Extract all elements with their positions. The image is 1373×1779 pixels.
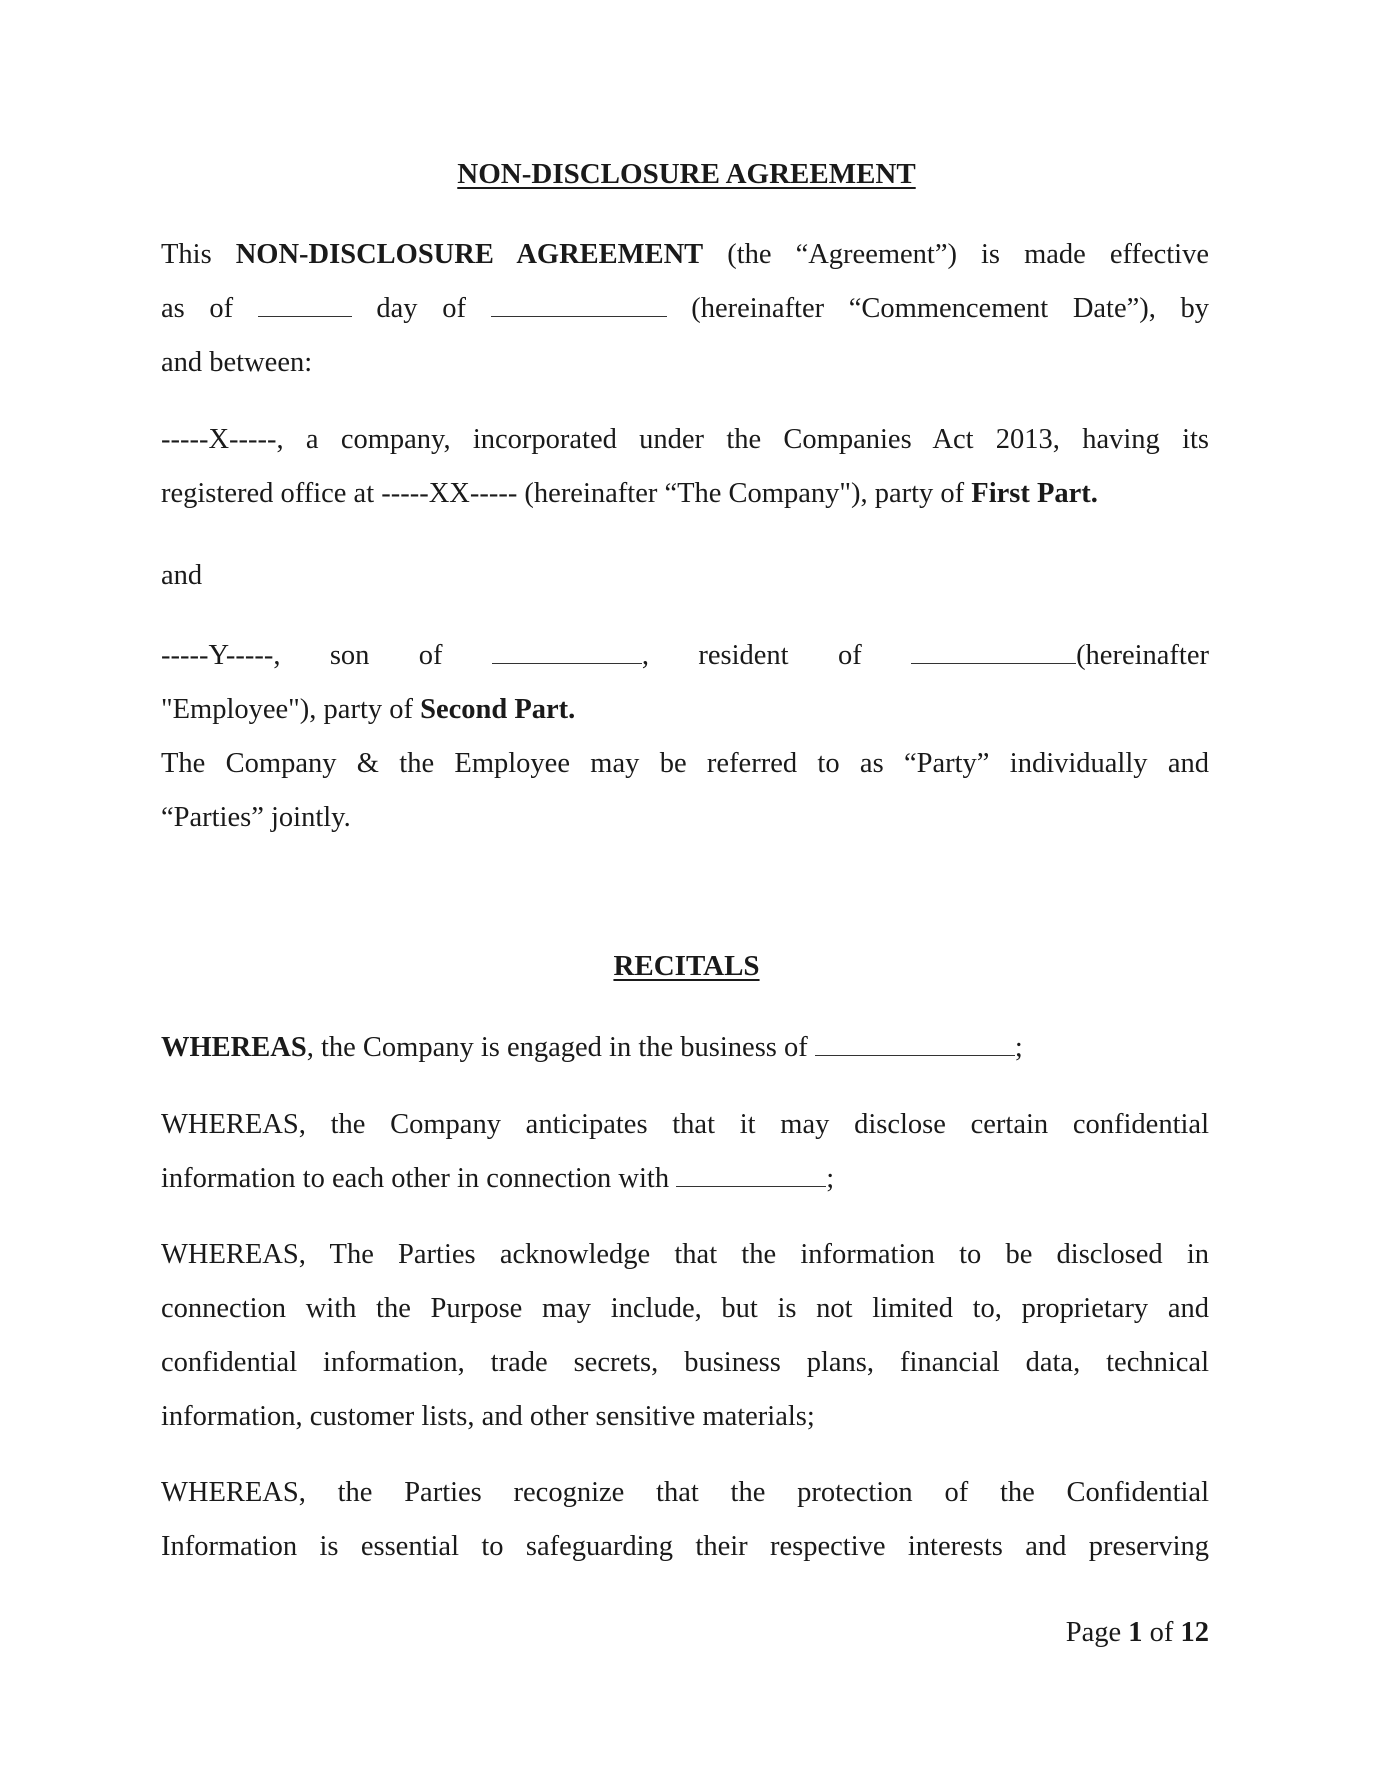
second-party-text: ,	[641, 640, 650, 671]
recital-text: , the Company is engaged in the business of	[306, 1032, 815, 1063]
second-part-label: Second Part.	[420, 694, 576, 725]
intro-bold-title: NON-DISCLOSURE AGREEMENT	[235, 239, 704, 270]
recital-text: ;	[1014, 1032, 1023, 1063]
recital-4-line-2: Information is essential to safeguarding their respective interests and preserving	[161, 1531, 1209, 1562]
second-party-paragraph	[161, 629, 1209, 845]
second-party-text: of	[837, 640, 862, 671]
month-blank-field[interactable]	[491, 294, 667, 317]
second-party-text: "Employee"), party of	[161, 694, 421, 725]
recital-4-line-1: WHEREAS, the Parties recognize that the protection of the Confidential	[161, 1477, 1209, 1508]
page-word: Page	[1065, 1617, 1129, 1648]
second-party-text: resident	[698, 640, 789, 671]
recital-1-line	[161, 1021, 1209, 1075]
recital-4	[161, 1466, 1209, 1574]
day-blank-field[interactable]	[258, 294, 352, 317]
document-title: NON-DISCLOSURE AGREEMENT	[457, 158, 916, 190]
intro-paragraph	[161, 228, 1209, 390]
intro-text: This	[161, 239, 236, 270]
purpose-blank-field[interactable]	[676, 1164, 826, 1187]
intro-text: day of	[376, 293, 466, 324]
residence-blank-field[interactable]	[911, 641, 1076, 664]
and-label: and	[161, 560, 203, 591]
recital-text: information to each other in connection with	[161, 1163, 677, 1194]
recital-2	[161, 1098, 1209, 1206]
recital-3-line-1: WHEREAS, The Parties acknowledge that the information to be disclosed in	[161, 1239, 1209, 1270]
second-party-text: -----Y-----,	[161, 640, 281, 671]
second-party-line-2	[161, 683, 1209, 737]
recital-3-line-2: connection with the Purpose may include, but is not limited to, proprietary and	[161, 1293, 1209, 1324]
intro-line-2	[161, 282, 1209, 336]
intro-text: (hereinafter “Commencement Date”), by	[691, 293, 1210, 324]
second-party-text: of	[418, 640, 443, 671]
recital-text: ;	[826, 1163, 835, 1194]
first-party-text: registered office at -----XX----- (hereinafter “The Company"), party of	[161, 478, 972, 509]
recital-1	[161, 1021, 1209, 1075]
recital-3-line-3: confidential information, trade secrets, business plans, financial data, technical	[161, 1347, 1209, 1378]
first-party-line-2	[161, 467, 1209, 521]
recital-2-line-1: WHEREAS, the Company anticipates that it may disclose certain confidential	[161, 1109, 1209, 1140]
page-number	[1066, 1617, 1209, 1649]
second-party-line-1	[161, 629, 1209, 683]
father-name-blank-field[interactable]	[492, 641, 642, 664]
second-party-text: son	[329, 640, 370, 671]
intro-text: (the “Agreement”) is made effective	[703, 239, 1209, 270]
intro-line-3: and between:	[161, 347, 313, 378]
recital-3	[161, 1228, 1209, 1444]
total-pages: 12	[1180, 1617, 1209, 1648]
whereas-bold: WHEREAS	[161, 1032, 307, 1063]
first-part-label: First Part.	[971, 478, 1098, 509]
recital-3-line-4: information, customer lists, and other sensitive materials;	[161, 1401, 815, 1432]
intro-line-1	[161, 228, 1209, 282]
of-word: of	[1142, 1617, 1181, 1648]
recital-2-line-2	[161, 1152, 1209, 1206]
first-party-paragraph	[161, 413, 1209, 521]
recitals-heading: RECITALS	[613, 950, 760, 982]
parties-def-line-1: The Company & the Employee may be referred to as “Party” individually and	[161, 748, 1209, 779]
current-page: 1	[1128, 1617, 1143, 1648]
first-party-line-1: -----X-----, a company, incorporated under the Companies Act 2013, having its	[161, 424, 1209, 455]
intro-text: as of	[161, 293, 234, 324]
parties-def-line-2: “Parties” jointly.	[161, 802, 351, 833]
business-blank-field[interactable]	[815, 1033, 1015, 1056]
second-party-text: (hereinafter	[1076, 640, 1209, 671]
